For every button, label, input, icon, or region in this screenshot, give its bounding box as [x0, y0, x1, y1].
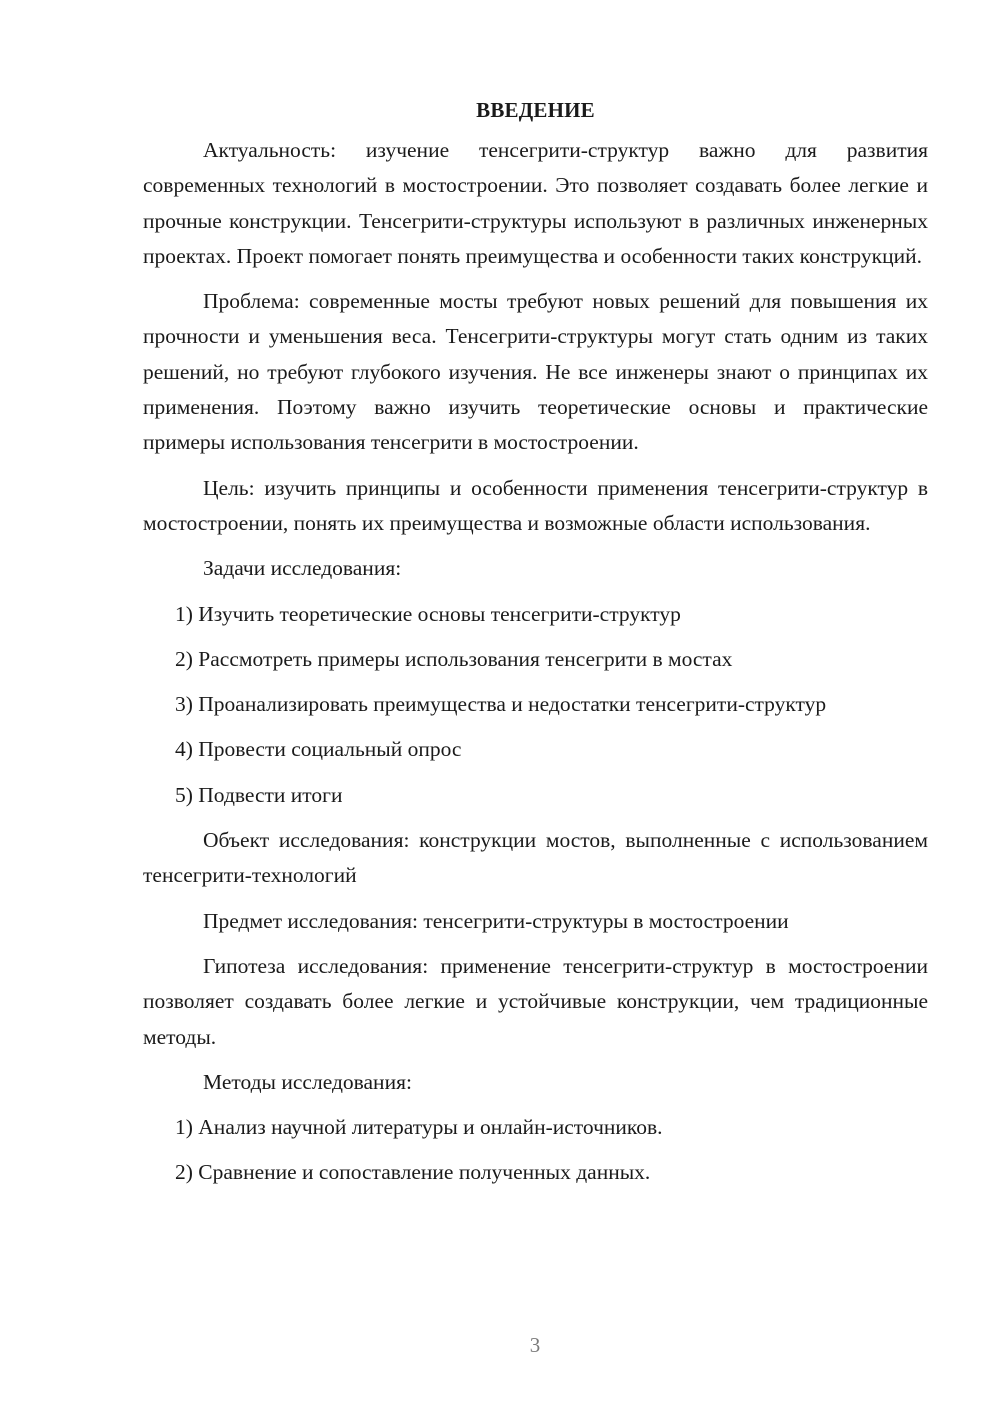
- method-item-2: 2) Сравнение и сопоставление полученных данных.: [175, 1160, 651, 1185]
- task-item-5: 5) Подвести итоги: [175, 782, 343, 807]
- methods-label: Методы исследования:: [203, 1069, 412, 1094]
- page-number: 3: [529, 1333, 541, 1357]
- method-item-1: 1) Анализ научной литературы и онлайн-источников.: [175, 1115, 663, 1140]
- section-title: ВВЕДЕНИЕ: [476, 98, 595, 122]
- hypothesis-paragraph: Гипотеза исследования: применение тенсегрити-структур в мостостроении позволяет создавать более легкие и устойчивые конструкции, чем традиционные методы.: [143, 953, 928, 1049]
- task-item-1: 1) Изучить теоретические основы тенсегрити-структур: [175, 601, 681, 626]
- goal-paragraph: Цель: изучить принципы и особенности применения тенсегрити-структур в мостостроении, понять их преимущества и возможные области использования.: [143, 475, 928, 535]
- tasks-list: [143, 597, 928, 813]
- task-item-2: 2) Рассмотреть примеры использования тенсегрити в мостах: [175, 646, 733, 671]
- tasks-label: Задачи исследования:: [203, 556, 402, 581]
- relevance-paragraph: Актуальность: изучение тенсегрити-структур важно для развития современных технологий в мостостроении. Это позволяет создавать более легкие и прочные конструкции. Тенсегрити-структуры используют в различных инженерных проектах. Проект помогает понять преимущества и особенности таких конструкций.: [143, 138, 928, 268]
- task-item-4: 4) Провести социальный опрос: [175, 737, 462, 762]
- page-content: [143, 92, 928, 1201]
- problem-paragraph: Проблема: современные мосты требуют новых решений для повышения их прочности и уменьшения веса. Тенсегрити-структуры могут стать одним из таких решений, но требуют глубокого изучения. Не все инженеры знают о принципах их применения. Поэтому важно изучить теоретические основы и практические примеры использования тенсегрити в мостостроении.: [143, 289, 928, 455]
- subject-paragraph: Предмет исследования: тенсегрити-структуры в мостостроении: [203, 908, 789, 933]
- task-item-3: 3) Проанализировать преимущества и недостатки тенсегрити-структур: [175, 692, 827, 717]
- methods-list: [143, 1110, 928, 1191]
- object-paragraph: Объект исследования: конструкции мостов, выполненные с использованием тенсегрити-технологий: [143, 828, 928, 888]
